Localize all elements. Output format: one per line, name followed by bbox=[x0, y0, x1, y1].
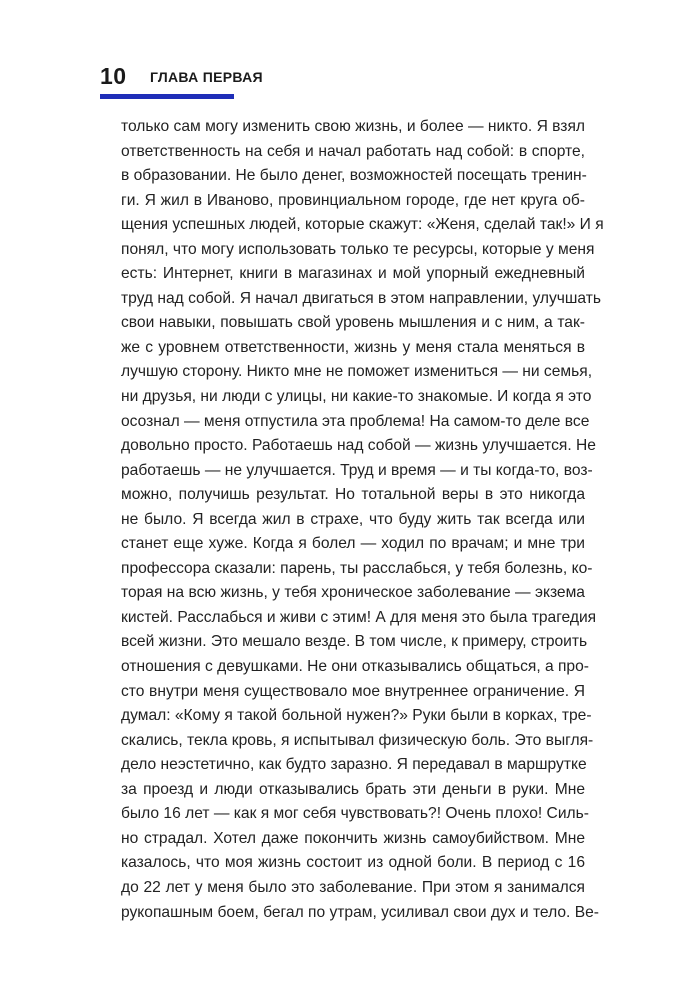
text-line: свои навыки, повышать свой уровень мышления и с ним, а так- bbox=[121, 314, 585, 332]
text-line: в образовании. Не было денег, возможностей посещать тренин- bbox=[121, 167, 587, 185]
text-line: профессора сказали: парень, ты расслабься, у тебя болезнь, ко- bbox=[121, 559, 593, 577]
text-line: же с уровнем ответственности, жизнь у меня стала меняться в bbox=[121, 338, 585, 356]
text-line: сто внутри меня существовало мое внутреннее ограничение. Я bbox=[121, 682, 585, 700]
text-line: только сам могу изменить свою жизнь, и более — никто. Я взял bbox=[121, 118, 585, 135]
text-line: довольно просто. Работаешь над собой — жизнь улучшается. Не bbox=[121, 437, 596, 455]
text-line: за проезд и люди отказывались брать эти деньги в руки. Мне bbox=[121, 780, 585, 798]
page-number: 10 bbox=[100, 63, 127, 89]
text-line: осознал — меня отпустила эта проблема! На самом-то деле все bbox=[121, 412, 590, 430]
text-line: казалось, что моя жизнь состоит из одной боли. В период с 16 bbox=[121, 854, 585, 872]
chapter-title: ГЛАВА ПЕРВАЯ bbox=[150, 69, 263, 85]
text-line: дело неэстетично, как будто заразно. Я передавал в маршрутке bbox=[121, 756, 587, 774]
text-line: не было. Я всегда жил в страхе, что буду жить так всегда или bbox=[121, 510, 585, 528]
text-line: щения успешных людей, которые скажут: «Женя, сделай так!» И я bbox=[121, 216, 604, 234]
text-line: думал: «Кому я такой больной нужен?» Руки были в корках, тре- bbox=[121, 707, 592, 725]
body-text bbox=[121, 115, 604, 925]
text-line: станет еще хуже. Когда я болел — ходил по врачам; и мне три bbox=[121, 535, 585, 553]
text-line: кистей. Расслабься и живи с этим! А для меня это была трагедия bbox=[121, 608, 597, 626]
text-line: ни друзья, ни люди с улицы, ни какие-то знакомые. И когда я это bbox=[121, 388, 592, 406]
text-line: было 16 лет — как я мог себя чувствовать?! Очень плохо! Силь- bbox=[121, 805, 589, 823]
text-line: до 22 лет у меня было это заболевание. При этом я занимался bbox=[121, 878, 585, 896]
text-line: есть: Интернет, книги в магазинах и мой упорный ежедневный bbox=[121, 265, 585, 283]
text-line: торая на всю жизнь, у тебя хроническое заболевание — экзема bbox=[121, 584, 585, 602]
text-line: можно, получишь результат. Но тотальной веры в это никогда bbox=[121, 486, 585, 504]
text-line: ги. Я жил в Иваново, провинциальном городе, где нет круга об- bbox=[121, 191, 585, 209]
text-line: всей жизни. Это мешало везде. В том числе, к примеру, строить bbox=[121, 633, 588, 651]
text-line: рукопашным боем, бегал по утрам, усиливал свои дух и тело. Ве- bbox=[121, 903, 599, 921]
header-rule bbox=[100, 94, 234, 99]
text-line: скались, текла кровь, я испытывал физическую боль. Это выгля- bbox=[121, 731, 594, 749]
text-line: но страдал. Хотел даже покончить жизнь самоубийством. Мне bbox=[121, 829, 585, 847]
text-line: работаешь — не улучшается. Труд и время — и ты когда-то, воз- bbox=[121, 461, 593, 479]
text-line: лучшую сторону. Никто мне не поможет измениться — ни семья, bbox=[121, 363, 593, 381]
text-line: труд над собой. Я начал двигаться в этом направлении, улучшать bbox=[121, 289, 602, 307]
text-line: понял, что могу использовать только те ресурсы, которые у меня bbox=[121, 240, 595, 258]
text-line: отношения с девушками. Не они отказывались общаться, а про- bbox=[121, 658, 589, 676]
text-line: ответственность на себя и начал работать над собой: в спорте, bbox=[121, 142, 585, 160]
